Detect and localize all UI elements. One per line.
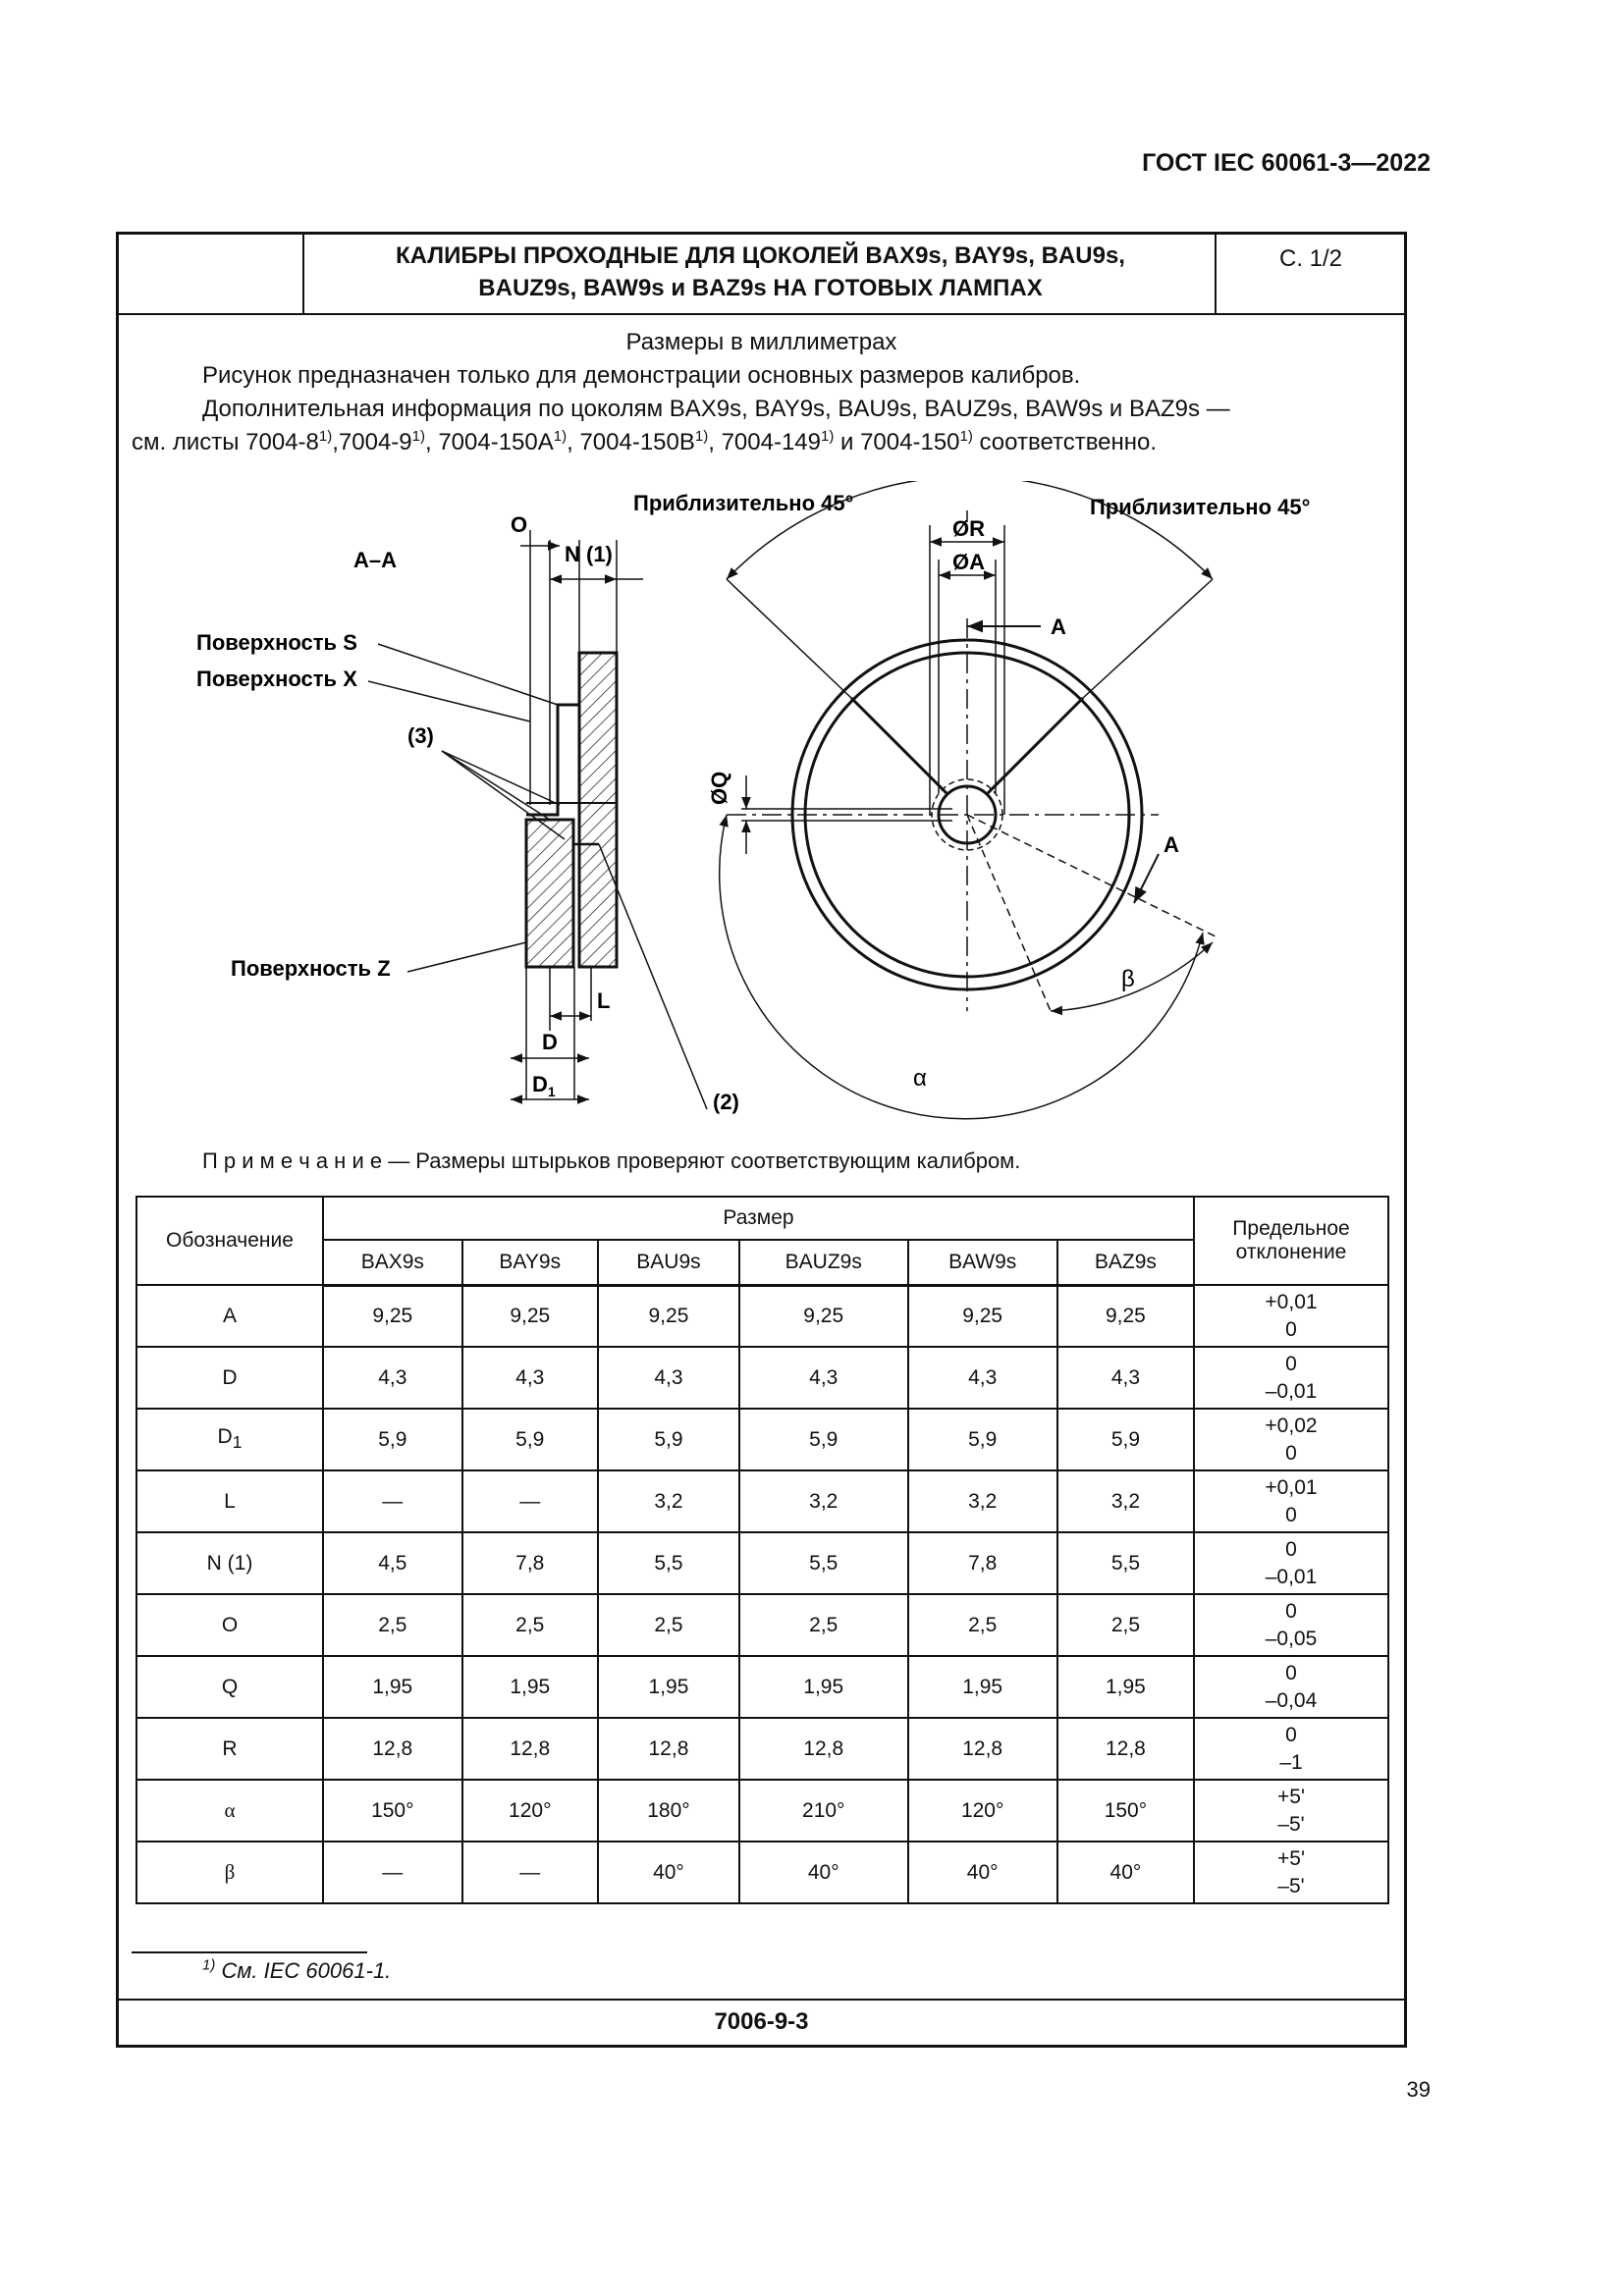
gauge-drawing bbox=[177, 481, 1355, 1139]
table-row bbox=[136, 1656, 1388, 1718]
table-row bbox=[136, 1780, 1388, 1842]
footnote-separator bbox=[132, 1951, 367, 1953]
value-cell: — bbox=[462, 1470, 598, 1532]
designation-cell bbox=[136, 1409, 323, 1470]
designation-cell bbox=[136, 1718, 323, 1780]
footnote-ref: 1) bbox=[959, 428, 973, 445]
footnote-ref: 1) bbox=[318, 428, 333, 445]
value-cell: 1,95 bbox=[908, 1656, 1057, 1718]
title-left-cell bbox=[116, 232, 304, 315]
value-cell: 12,8 bbox=[598, 1718, 739, 1780]
value-cell: 4,3 bbox=[1057, 1347, 1194, 1409]
designation-text: Q bbox=[221, 1675, 239, 1698]
value-cell: 5,5 bbox=[1057, 1532, 1194, 1594]
tolerance-lower: 0 bbox=[1285, 1503, 1297, 1526]
value-cell: 9,25 bbox=[1057, 1285, 1194, 1347]
designation-text: R bbox=[222, 1736, 238, 1760]
note: П р и м е ч а н и е — Размеры штырьков проверяют соответствующим калибром. bbox=[202, 1148, 1021, 1173]
table-row bbox=[136, 1347, 1388, 1409]
value-cell: 210° bbox=[739, 1780, 908, 1842]
tolerance-lower: –0,01 bbox=[1265, 1379, 1318, 1403]
sector-line-left bbox=[851, 698, 947, 793]
footnote-ref: 1) bbox=[411, 428, 425, 445]
designation-cell bbox=[136, 1347, 323, 1409]
intro-line-3 bbox=[132, 426, 1388, 459]
leader-z bbox=[407, 942, 526, 972]
approx-left-label: Приблизительно 45° bbox=[633, 491, 854, 515]
dimensions-note: Размеры в миллиметрах bbox=[625, 329, 897, 355]
angle-ext-left bbox=[727, 579, 851, 698]
value-cell: 3,2 bbox=[739, 1470, 908, 1532]
col-header: BAW9s bbox=[908, 1240, 1057, 1285]
table-row bbox=[136, 1409, 1388, 1470]
table-row bbox=[136, 1842, 1388, 1903]
designation-text: A bbox=[222, 1304, 237, 1327]
dim-l-label: L bbox=[597, 988, 611, 1013]
page-number: 39 bbox=[1406, 2077, 1431, 2102]
value-cell: 7,8 bbox=[908, 1532, 1057, 1594]
tolerance-upper: 0 bbox=[1285, 1352, 1297, 1375]
footnote-ref: 1) bbox=[553, 428, 568, 445]
col-header: BAUZ9s bbox=[739, 1240, 908, 1285]
col-header: BAX9s bbox=[323, 1240, 462, 1285]
tolerance-cell bbox=[1194, 1594, 1388, 1656]
tolerance-upper: 0 bbox=[1285, 1599, 1297, 1623]
dim-o-label: O bbox=[511, 512, 528, 537]
sheet-indicator: С. 1/2 bbox=[1278, 245, 1343, 272]
designation-text: D bbox=[222, 1365, 238, 1389]
value-cell: 12,8 bbox=[462, 1718, 598, 1780]
value-cell: 5,5 bbox=[598, 1532, 739, 1594]
value-cell: — bbox=[323, 1842, 462, 1903]
intro-line-3-part: см. листы 7004-8 bbox=[132, 429, 319, 455]
value-cell: 40° bbox=[1057, 1842, 1194, 1903]
table-row bbox=[136, 1470, 1388, 1532]
intro-line-1: Рисунок предназначен только для демонстрации основных размеров калибров. bbox=[202, 362, 1081, 389]
footnote-ref: 1) bbox=[694, 428, 709, 445]
value-cell: 5,9 bbox=[739, 1409, 908, 1470]
value-cell: 5,9 bbox=[462, 1409, 598, 1470]
tolerance-cell bbox=[1194, 1656, 1388, 1718]
surface-s-label: Поверхность S bbox=[196, 630, 357, 655]
dia-a-label: ØA bbox=[952, 550, 985, 574]
sheet-code: 7006-9-3 bbox=[714, 2008, 809, 2035]
sheet-title-line1: КАЛИБРЫ ПРОХОДНЫЕ ДЛЯ ЦОКОЛЕЙ BAX9s, BAY9s, BAU9s, bbox=[396, 242, 1125, 269]
intro-line-3-part: ,7004-9 bbox=[332, 429, 412, 455]
ref-3-label: (3) bbox=[407, 723, 434, 748]
value-cell: 2,5 bbox=[739, 1594, 908, 1656]
value-cell: 150° bbox=[1057, 1780, 1194, 1842]
value-cell: 1,95 bbox=[1057, 1656, 1194, 1718]
value-cell: 2,5 bbox=[323, 1594, 462, 1656]
sheet-title bbox=[306, 240, 1215, 304]
tolerance-upper: 0 bbox=[1285, 1723, 1297, 1746]
gauge-body-upper bbox=[579, 653, 617, 967]
value-cell: — bbox=[462, 1842, 598, 1903]
ref-2-label: (2) bbox=[713, 1090, 739, 1114]
designation-text: N (1) bbox=[206, 1551, 253, 1575]
surface-z-label: Поверхность Z bbox=[231, 956, 391, 981]
tolerance-cell bbox=[1194, 1409, 1388, 1470]
leader-2 bbox=[599, 844, 707, 1109]
value-cell: 40° bbox=[908, 1842, 1057, 1903]
value-cell: 2,5 bbox=[598, 1594, 739, 1656]
tolerance-lower: 0 bbox=[1285, 1317, 1297, 1341]
tolerance-lower: 0 bbox=[1285, 1441, 1297, 1465]
value-cell: 12,8 bbox=[908, 1718, 1057, 1780]
col-header: BAZ9s bbox=[1057, 1240, 1194, 1285]
dim-d1-label bbox=[532, 1072, 556, 1099]
tolerance-cell bbox=[1194, 1470, 1388, 1532]
tolerance-cell bbox=[1194, 1718, 1388, 1780]
table-row bbox=[136, 1718, 1388, 1780]
tolerance-cell bbox=[1194, 1347, 1388, 1409]
designation-cell bbox=[136, 1470, 323, 1532]
value-cell: 5,5 bbox=[739, 1532, 908, 1594]
value-cell: 1,95 bbox=[598, 1656, 739, 1718]
tolerance-upper: +5' bbox=[1277, 1846, 1305, 1870]
designation-text: L bbox=[224, 1489, 236, 1513]
value-cell: 120° bbox=[908, 1780, 1057, 1842]
section-label: A–A bbox=[353, 548, 398, 572]
tolerance-lower: –5' bbox=[1277, 1812, 1305, 1836]
value-cell: — bbox=[323, 1470, 462, 1532]
approx-right-label: Приблизительно 45° bbox=[1090, 495, 1311, 519]
dia-r-label: ØR bbox=[952, 516, 985, 541]
gauge-step-profile bbox=[526, 653, 579, 815]
tolerance-upper: +5' bbox=[1277, 1785, 1305, 1808]
value-cell: 12,8 bbox=[323, 1718, 462, 1780]
footnote-ref: 1) bbox=[821, 428, 835, 445]
header-tolerance-1: Предельное bbox=[1232, 1217, 1350, 1240]
surface-x-label: Поверхность X bbox=[196, 667, 357, 691]
value-cell: 2,5 bbox=[462, 1594, 598, 1656]
dimensions-table bbox=[135, 1196, 1389, 1904]
value-cell: 12,8 bbox=[1057, 1718, 1194, 1780]
value-cell: 3,2 bbox=[598, 1470, 739, 1532]
col-header: BAY9s bbox=[462, 1240, 598, 1285]
dim-d1-main: D bbox=[532, 1072, 548, 1096]
value-cell: 9,25 bbox=[323, 1285, 462, 1347]
designation-cell bbox=[136, 1532, 323, 1594]
value-cell: 4,3 bbox=[598, 1347, 739, 1409]
intro-line-3-part: и 7004-150 bbox=[834, 429, 960, 455]
section-a-top: A bbox=[1051, 614, 1066, 639]
value-cell: 9,25 bbox=[462, 1285, 598, 1347]
value-cell: 4,3 bbox=[908, 1347, 1057, 1409]
value-cell: 40° bbox=[598, 1842, 739, 1903]
beta-label: β bbox=[1121, 966, 1135, 992]
table-row bbox=[136, 1594, 1388, 1656]
tolerance-upper: 0 bbox=[1285, 1661, 1297, 1684]
tolerance-lower: –5' bbox=[1277, 1874, 1305, 1897]
tolerance-cell bbox=[1194, 1842, 1388, 1903]
footnote bbox=[202, 1958, 391, 1984]
value-cell: 9,25 bbox=[739, 1285, 908, 1347]
footnote-text: См. IEC 60061-1. bbox=[215, 1958, 392, 1983]
sector-line-right bbox=[988, 698, 1083, 793]
tolerance-cell bbox=[1194, 1532, 1388, 1594]
beta-ray-2 bbox=[967, 815, 1051, 1011]
value-cell: 5,9 bbox=[598, 1409, 739, 1470]
table-row bbox=[136, 1532, 1388, 1594]
tolerance-cell bbox=[1194, 1780, 1388, 1842]
table-row bbox=[136, 1285, 1388, 1347]
value-cell: 4,5 bbox=[323, 1532, 462, 1594]
tolerance-upper: +0,01 bbox=[1265, 1290, 1318, 1313]
intro-line-3-part: , 7004-150A bbox=[424, 429, 554, 455]
col-header: BAU9s bbox=[598, 1240, 739, 1285]
value-cell: 5,9 bbox=[323, 1409, 462, 1470]
value-cell: 2,5 bbox=[908, 1594, 1057, 1656]
title-right-cell bbox=[1215, 232, 1407, 315]
designation-cell bbox=[136, 1594, 323, 1656]
gauge-body-lower bbox=[526, 820, 573, 967]
value-cell: 3,2 bbox=[1057, 1470, 1194, 1532]
value-cell: 150° bbox=[323, 1780, 462, 1842]
document-code: ГОСТ IEC 60061-3—2022 bbox=[1142, 149, 1431, 177]
tolerance-upper: +0,01 bbox=[1265, 1475, 1318, 1499]
designation-cell bbox=[136, 1285, 323, 1347]
value-cell: 4,3 bbox=[462, 1347, 598, 1409]
value-cell: 3,2 bbox=[908, 1470, 1057, 1532]
leader-3a bbox=[442, 751, 560, 805]
value-cell: 12,8 bbox=[739, 1718, 908, 1780]
value-cell: 9,25 bbox=[908, 1285, 1057, 1347]
dim-d1-sub: 1 bbox=[547, 1084, 556, 1099]
tolerance-cell bbox=[1194, 1285, 1388, 1347]
tolerance-lower: –0,04 bbox=[1265, 1688, 1318, 1712]
designation-text: D bbox=[217, 1425, 233, 1449]
tolerance-upper: +0,02 bbox=[1265, 1414, 1318, 1437]
value-cell: 5,9 bbox=[908, 1409, 1057, 1470]
dia-q-label: ØQ bbox=[707, 771, 731, 805]
value-cell: 4,3 bbox=[323, 1347, 462, 1409]
value-cell: 1,95 bbox=[739, 1656, 908, 1718]
header-tolerance-2: отклонение bbox=[1235, 1241, 1347, 1263]
value-cell: 1,95 bbox=[323, 1656, 462, 1718]
value-cell: 9,25 bbox=[598, 1285, 739, 1347]
value-cell: 2,5 bbox=[1057, 1594, 1194, 1656]
value-cell: 7,8 bbox=[462, 1532, 598, 1594]
value-cell: 40° bbox=[739, 1842, 908, 1903]
designation-cell bbox=[136, 1842, 323, 1903]
designation-text: α bbox=[224, 1798, 236, 1822]
sheet-title-line2: BAUZ9s, BAW9s и BAZ9s НА ГОТОВЫХ ЛАМПАХ bbox=[478, 275, 1043, 301]
section-arrow-right bbox=[1134, 854, 1159, 903]
designation-cell bbox=[136, 1656, 323, 1718]
footnote-mark: 1) bbox=[202, 1956, 216, 1974]
section-a-right: A bbox=[1163, 832, 1179, 857]
tolerance-lower: –0,01 bbox=[1265, 1565, 1318, 1588]
value-cell: 120° bbox=[462, 1780, 598, 1842]
designation-text: O bbox=[221, 1613, 239, 1636]
intro-line-3-part: , 7004-149 bbox=[708, 429, 821, 455]
designation-text: β bbox=[224, 1860, 236, 1884]
tolerance-upper: 0 bbox=[1285, 1537, 1297, 1561]
header-size: Размер bbox=[323, 1197, 1194, 1240]
leader-3b bbox=[442, 751, 550, 820]
value-cell: 180° bbox=[598, 1780, 739, 1842]
bottom-divider bbox=[116, 1999, 1407, 2001]
intro-line-3-part: , 7004-150B bbox=[567, 429, 695, 455]
alpha-label: α bbox=[913, 1065, 927, 1092]
tolerance-lower: –1 bbox=[1279, 1750, 1303, 1774]
leader-3c bbox=[442, 751, 565, 839]
designation-subscript: 1 bbox=[232, 1432, 243, 1453]
value-cell: 1,95 bbox=[462, 1656, 598, 1718]
header-tolerance bbox=[1194, 1197, 1388, 1285]
value-cell: 5,9 bbox=[1057, 1409, 1194, 1470]
dim-n1-label: N (1) bbox=[565, 542, 613, 566]
dim-d-label: D bbox=[542, 1030, 558, 1054]
value-cell: 4,3 bbox=[739, 1347, 908, 1409]
angle-ext-right bbox=[1083, 579, 1213, 698]
header-designation: Обозначение bbox=[136, 1197, 323, 1285]
designation-cell bbox=[136, 1780, 323, 1842]
intro-line-3-part: соответственно. bbox=[972, 429, 1158, 455]
intro-line-2: Дополнительная информация по цоколям BAX9s, BAY9s, BAU9s, BAUZ9s, BAW9s и BAZ9s — bbox=[202, 396, 1230, 422]
tolerance-lower: –0,05 bbox=[1265, 1627, 1318, 1650]
